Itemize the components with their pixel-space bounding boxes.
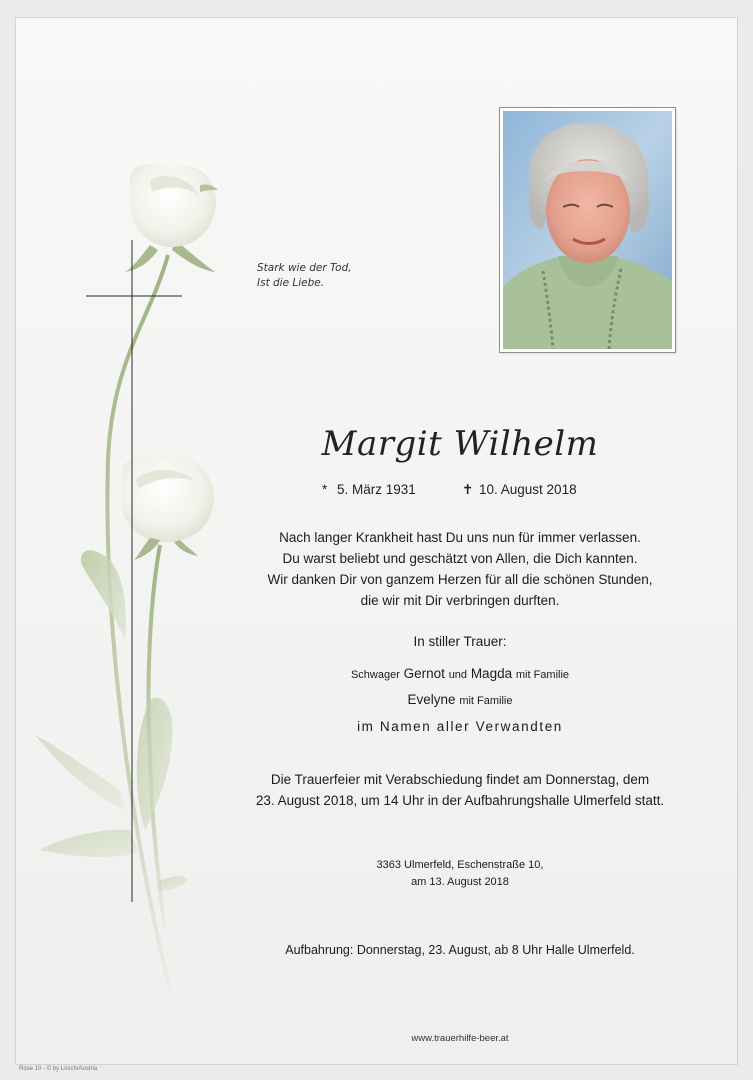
motto-verse (257, 261, 417, 291)
cross-icon: ✝ (462, 482, 474, 497)
ceremony-line: Die Trauerfeier mit Verabschiedung findet am Donnerstag, dem (270, 772, 650, 787)
motto-line: Ist die Liebe. (257, 277, 325, 289)
mourner-conjunction: und (448, 669, 468, 681)
mourner-line-1 (230, 663, 690, 686)
ceremony-info (230, 769, 690, 811)
message-line: Du warst beliebt und geschätzt von Allen, die Dich kannten. (282, 551, 638, 566)
birth-date: 5. März 1931 (337, 482, 416, 497)
farewell-message (230, 527, 690, 611)
place-and-date (230, 857, 690, 891)
portrait-image (503, 111, 672, 349)
viewing-info: Aufbahrung: Donnerstag, 23. August, ab 8 Uhr Halle Ulmerfeld. (285, 943, 635, 957)
website-link[interactable]: www.trauerhilfe-beer.at (411, 1033, 509, 1044)
mourner-name: Magda (470, 666, 513, 681)
message-line: Nach langer Krankheit hast Du uns nun für immer verlassen. (279, 530, 641, 545)
mourner-name: Gernot (403, 666, 445, 681)
imprint: Rose 10 - © by Lösch/Austria (19, 1066, 98, 1072)
mourner-relation: Schwager (350, 669, 400, 681)
message-line: Wir danken Dir von ganzem Herzen für all die schönen Stunden, (267, 572, 653, 587)
address-line: 3363 Ulmerfeld, Eschenstraße 10, (376, 859, 544, 871)
mourner-family: mit Familie (459, 695, 513, 707)
date-line: am 13. August 2018 (411, 876, 509, 888)
ceremony-line: 23. August 2018, um 14 Uhr in der Aufbahrungshalle Ulmerfeld statt. (255, 793, 665, 808)
birth-symbol: * (322, 482, 328, 497)
deceased-name: Margit Wilhelm (321, 424, 599, 464)
mourner-line-3: im Namen aller Verwandten (357, 719, 563, 734)
motto-line: Stark wie der Tod, (257, 262, 352, 274)
death-date: 10. August 2018 (479, 482, 577, 497)
mourner-line-2 (230, 689, 690, 712)
portrait-photo (500, 108, 675, 352)
mourners-heading: In stiller Trauer: (413, 634, 507, 649)
mourner-family: mit Familie (515, 669, 570, 681)
message-line: die wir mit Dir verbringen durften. (360, 593, 560, 608)
mourner-name: Evelyne (407, 692, 456, 707)
